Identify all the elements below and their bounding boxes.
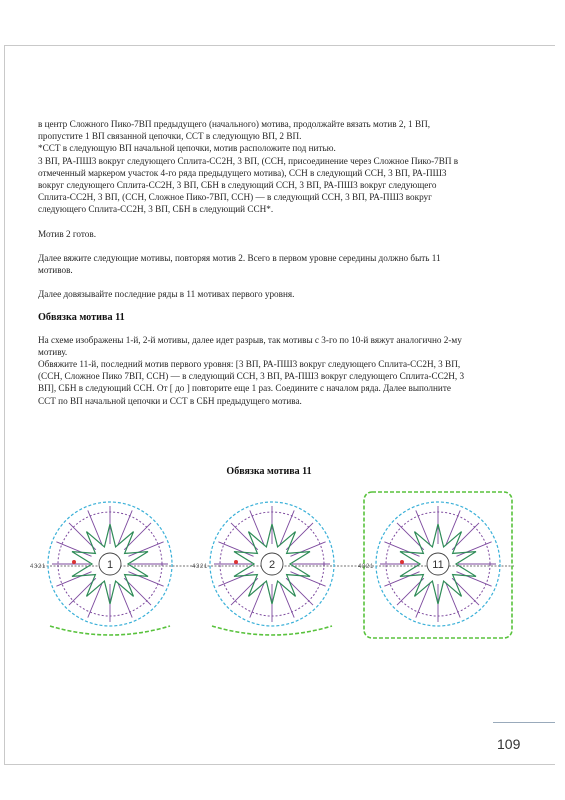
marker-dot (72, 560, 76, 564)
motif-number: 11 (432, 559, 444, 571)
spoke-stitch (290, 542, 325, 557)
row-label: 1 (42, 564, 46, 570)
row-label: 1 (370, 564, 374, 570)
paragraph: в центр Сложного Пико-7ВП предыдущего (начального) мотива, продолжайте вязать мотив 2, 1 ВП, пропустите 1 ВП связанной цепочки, ССТ в следующую ВП, 2 ВП. (38, 119, 431, 142)
spoke-stitch (128, 572, 163, 587)
row-label: 2 (366, 564, 370, 570)
row-label: 2 (200, 564, 204, 570)
spoke-stitch (128, 542, 163, 557)
spoke-stitch (384, 572, 419, 587)
row-label: 3 (34, 564, 38, 570)
paragraph: *ССТ в следующую ВП начальной цепочки, мотив расположите под нитью. (38, 143, 336, 154)
spoke-stitch (384, 542, 419, 557)
marker-dot (234, 560, 238, 564)
spoke-stitch (456, 572, 491, 587)
motif-number: 1 (106, 559, 114, 571)
spoke-stitch (56, 542, 91, 557)
paragraph: На схеме изображены 1-й, 2-й мотивы, далее идет разрыв, так мотивы с 3-го по 10-й вяжут аналогично 2-му мотиву. (38, 334, 462, 357)
row-label: 3 (196, 564, 200, 570)
body-text (38, 118, 470, 407)
row-label: 2 (38, 564, 42, 570)
spoke-stitch (56, 572, 91, 587)
row-label: 4 (358, 564, 362, 570)
row-label: 4 (192, 564, 196, 570)
row-label: 1 (204, 564, 208, 570)
crochet-diagram (32, 486, 518, 644)
diagram-caption: Обвязка мотива 11 (226, 466, 312, 477)
spoke-stitch (456, 542, 491, 557)
spoke-stitch (218, 572, 253, 587)
marker-dot (400, 560, 404, 564)
spoke-stitch (290, 572, 325, 587)
section-heading: Обвязка мотива 11 (38, 312, 125, 324)
motif-number: 2 (268, 559, 276, 571)
paragraph: Обвяжите 11-й, последний мотив первого уровня: [3 ВП, РА-ПШ3 вокруг следующего Сплита-СС2Н, 3 ВП, (ССН, Сложное Пико 7ВП, ССН) — в следующий ССН, 3 ВП, РА-ПШ3 вокруг следующего Сплита-СС2Н, 3 ВП], СБН в следующий ССН. От [ до ] повторите еще 1 раз. Соедините с началом ряда. Далее выполните ССТ по ВП начальной цепочки и ССТ в СБН предыдущего мотива. (38, 359, 465, 406)
row-label: 4 (30, 564, 34, 570)
row-label: 3 (362, 564, 366, 570)
paragraph: Далее довязывайте последние ряды в 11 мотивах первого уровня. (38, 289, 295, 300)
bottom-border-arc (50, 626, 170, 635)
bottom-border-arc (212, 626, 332, 635)
paragraph: Далее вяжите следующие мотивы, повторяя мотив 2. Всего в первом уровне середины должно быть 11 мотивов. (38, 252, 441, 276)
page-number-rule (493, 722, 555, 723)
page-number: 109 (497, 736, 521, 752)
paragraph: 3 ВП, РА-ПШ3 вокруг следующего Сплита-СС2Н, 3 ВП, (ССН, присоединение через Сложное Пико-7ВП в отмеченный маркером участок 4-го ряда предыдущего мотива), ССН в следующий ССН, 3 ВП, РА-ПШ3 вокруг следующего Сплита-СС2Н, 3 ВП, СБН в следующий ССН, 3 ВП, РА-ПШ3 вокруг следующего Сплита-СС2Н, 3 ВП, (ССН, Сложное Пико-7ВП, ССН) — в следующий ССН, 3 ВП, РА-ПШ3 вокруг следующего Сплита-СС2Н, 3 ВП, СБН в следующий ССН*. (38, 155, 459, 215)
spoke-stitch (218, 542, 253, 557)
paragraph: Мотив 2 готов. (38, 228, 97, 239)
